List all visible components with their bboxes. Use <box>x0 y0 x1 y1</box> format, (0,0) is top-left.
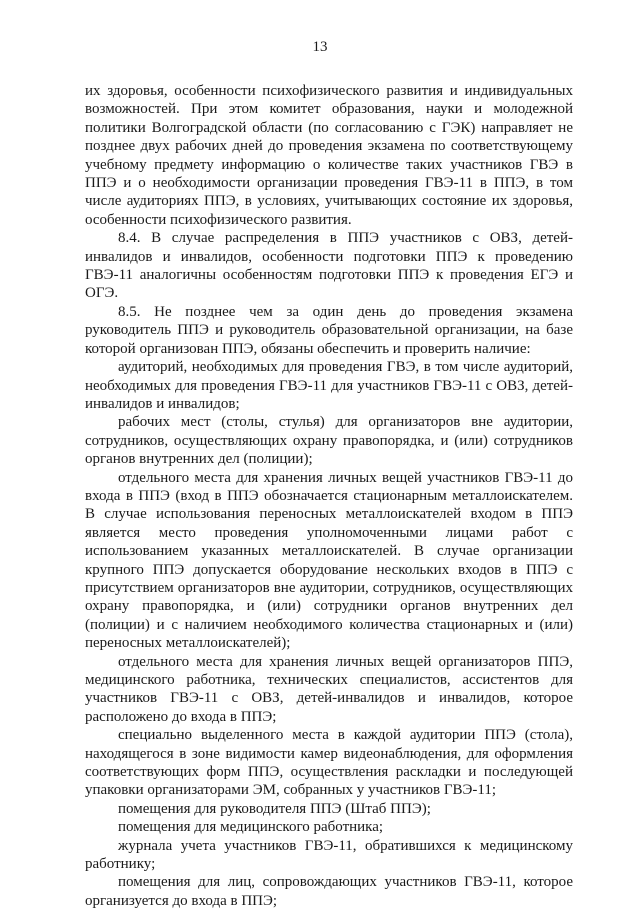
list-item: отдельного места для хранения личных вещей участников ГВЭ-11 до входа в ППЭ (вход в ППЭ обозначается стационарным металлоискателем. В случае использования переносных металлоискателей входом в ППЭ является место проведения уполномоченными лицами работ с использованием указанных металлоискателей. В случае организации крупного ППЭ допускается оборудование нескольких входов в ППЭ с присутствием организаторов вне аудитории, сотрудников, осуществляющих охрану правопорядка, и (или) сотрудники органов внутренних дел (полиции) и с наличием необходимого количества стационарных и (или) переносных металлоискателей); <box>85 469 573 652</box>
list-item: помещения для лиц, сопровождающих участников ГВЭ-11, которое организуется до входа в ППЭ; <box>85 874 573 909</box>
list-item: отдельного места для хранения личных вещей организаторов ППЭ, медицинского работника, технических специалистов, ассистентов для участников ГВЭ-11 с ОВЗ, детей-инвалидов и инвалидов, которое расположено до входа в ППЭ; <box>85 653 573 725</box>
page-number: 13 <box>312 39 328 55</box>
paragraph: 8.5. Не позднее чем за один день до проведения экзамена руководитель ППЭ и руководитель образовательной организации, на базе которой организован ППЭ, обязаны обеспечить и проверить наличие: <box>85 303 573 357</box>
body-text <box>85 82 573 910</box>
list-item: помещения для руководителя ППЭ (Штаб ППЭ); <box>118 800 431 817</box>
paragraph: их здоровья, особенности психофизического развития и индивидуальных возможностей. При этом комитет образования, науки и молодежной политики Волгоградской области (по согласованию с ГЭК) направляет не позднее двух рабочих дней до проведения экзамена по соответствующему учебному предмету информацию о количестве таких участников ГВЭ в ППЭ и о необходимости организации проведения ГВЭ-11 в ППЭ, в том числе аудиториях ППЭ, в условиях, учитывающих состояние их здоровья, особенности психофизического развития. <box>85 83 573 228</box>
list-item: аудиторий, необходимых для проведения ГВЭ, в том числе аудиторий, необходимых для проведения ГВЭ-11 для участников ГВЭ-11 с ОВЗ, детей-инвалидов и инвалидов; <box>85 359 573 412</box>
list-item: помещения для медицинского работника; <box>118 819 384 836</box>
paragraph: 8.4. В случае распределения в ППЭ участников с ОВЗ, детей-инвалидов и инвалидов, особенности подготовки ППЭ к проведению ГВЭ-11 аналогичны особенностям подготовки ППЭ к проведения ЕГЭ и ОГЭ. <box>85 230 573 302</box>
list-item: рабочих мест (столы, стулья) для организаторов вне аудитории, сотрудников, осуществляющих охрану правопорядка, и (или) сотрудников органов внутренних дел (полиции); <box>85 414 573 468</box>
list-item: специально выделенного места в каждой аудитории ППЭ (стола), находящегося в зоне видимости камер видеонаблюдения, для оформления соответствующих форм ППЭ, осуществления раскладки и последующей упаковки организаторами ЭМ, собранных у участников ГВЭ-11; <box>85 727 573 799</box>
list-item: журнала учета участников ГВЭ-11, обратившихся к медицинскому работнику; <box>85 837 573 873</box>
